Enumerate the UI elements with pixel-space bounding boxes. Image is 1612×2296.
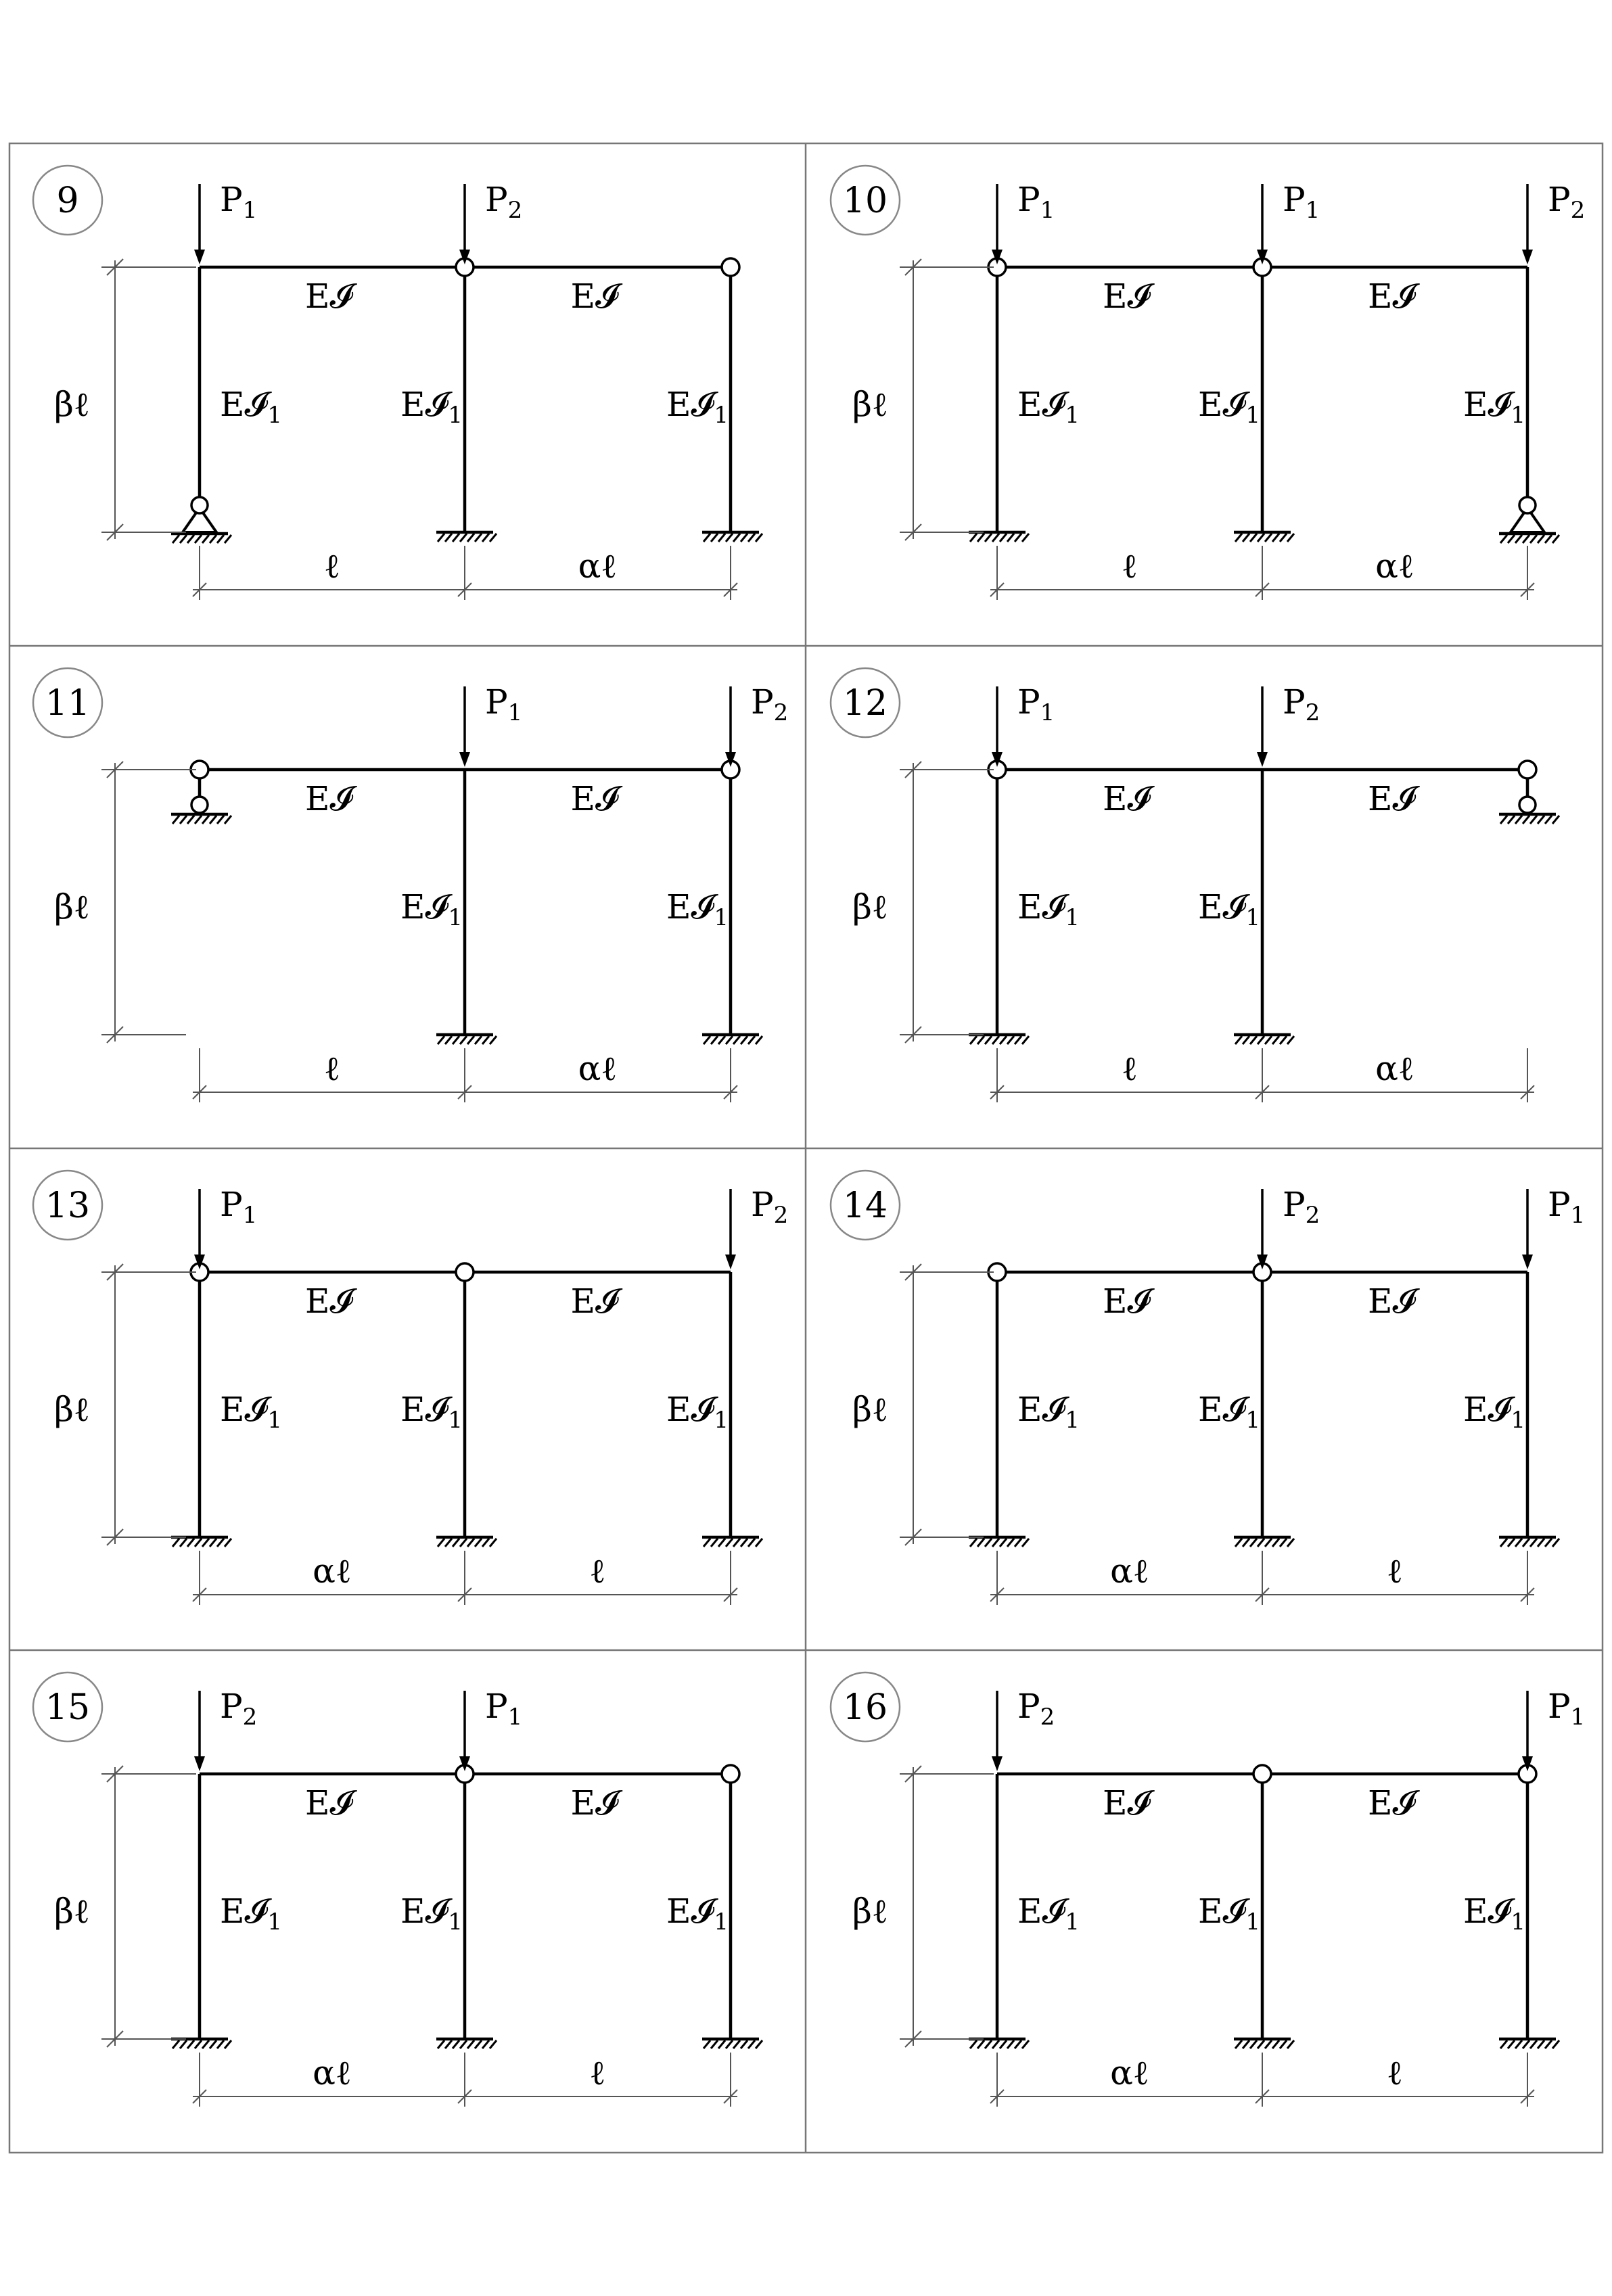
beam-stiffness-label: E𝓘 (570, 277, 618, 316)
scheme-number: 15 (45, 1687, 91, 1728)
load-label: $P_2$ (1283, 682, 1320, 726)
load-arrow (459, 1687, 522, 1771)
span-dimension (990, 1551, 1534, 1605)
fixed-support-icon (171, 1537, 231, 1547)
height-dimension (852, 1766, 994, 2047)
column-stiffness-label: E𝓘$_1$ (666, 385, 729, 429)
height-dimension (852, 259, 994, 540)
height-label: βℓ (54, 1390, 90, 1429)
height-dimension (54, 762, 196, 1043)
load-label: $P_2$ (1017, 1687, 1055, 1731)
span-dimension (193, 1551, 737, 1605)
span-label: ℓ (589, 2053, 606, 2092)
column-stiffness-label: E𝓘$_1$ (400, 887, 463, 931)
frame-scheme-13 (33, 1171, 788, 1605)
column-stiffness-label: E𝓘$_1$ (1198, 385, 1260, 429)
load-arrow (1257, 1185, 1320, 1269)
fixed-support-icon (436, 1035, 497, 1044)
load-arrow (459, 682, 522, 767)
scheme-number: 9 (56, 181, 79, 221)
hinge-icon (722, 258, 739, 276)
scheme-number: 12 (842, 683, 888, 724)
fixed-support-icon (1234, 532, 1294, 542)
scheme-number: 10 (842, 181, 888, 221)
span-label: ℓ (1387, 1551, 1403, 1591)
span-dimension (990, 1048, 1534, 1102)
column-stiffness-label: E𝓘$_1$ (1198, 1892, 1260, 1936)
scheme-number: 14 (842, 1186, 888, 1226)
beam-stiffness-label: E𝓘 (570, 779, 618, 818)
frame-scheme-11 (33, 668, 788, 1102)
height-label: βℓ (54, 1892, 90, 1931)
load-label: $P_1$ (1548, 1687, 1586, 1731)
span-label: ℓ (1122, 546, 1138, 586)
load-label: $P_1$ (1017, 180, 1055, 224)
scheme-number: 11 (45, 683, 91, 724)
load-arrow (992, 1687, 1055, 1771)
column-stiffness-label: E𝓘$_1$ (400, 1892, 463, 1936)
load-arrow (1522, 180, 1585, 264)
span-label: αℓ (313, 2053, 352, 2092)
fixed-support-icon (969, 2039, 1029, 2048)
fixed-support-icon (1234, 1537, 1294, 1547)
beam-stiffness-label: E𝓘 (1368, 779, 1416, 818)
hinge-icon (722, 1765, 739, 1783)
column-stiffness-label: E𝓘$_1$ (666, 887, 729, 931)
beam-stiffness-label: E𝓘 (1103, 277, 1151, 316)
height-dimension (54, 259, 196, 540)
load-label: $P_1$ (485, 1687, 523, 1731)
span-dimension (193, 2053, 737, 2107)
column-stiffness-label: E𝓘$_1$ (220, 1892, 282, 1936)
span-label: ℓ (1122, 1049, 1138, 1088)
fixed-support-icon (1499, 2039, 1559, 2048)
height-dimension (54, 1766, 196, 2047)
height-dimension (852, 1264, 994, 1545)
fixed-support-icon (436, 2039, 497, 2048)
panel-grid (9, 143, 1603, 2153)
column-stiffness-label: E𝓘$_1$ (1017, 1390, 1080, 1434)
column-stiffness-label: E𝓘$_1$ (1198, 887, 1260, 931)
height-label: βℓ (852, 385, 888, 424)
load-label: $P_2$ (751, 682, 789, 726)
column-stiffness-label: E𝓘$_1$ (400, 1390, 463, 1434)
fixed-support-icon (702, 2039, 762, 2048)
load-arrow (725, 1185, 788, 1269)
load-arrow (992, 682, 1055, 767)
load-label: $P_2$ (220, 1687, 258, 1731)
column-stiffness-label: E𝓘$_1$ (666, 1892, 729, 1936)
column-stiffness-label: E𝓘$_1$ (220, 1390, 282, 1434)
column-stiffness-label: E𝓘$_1$ (400, 385, 463, 429)
load-arrow (1522, 1185, 1585, 1269)
load-label: $P_1$ (220, 180, 258, 224)
height-dimension (852, 762, 994, 1043)
fixed-support-icon (702, 1035, 762, 1044)
beam-stiffness-label: E𝓘 (305, 1282, 353, 1321)
column-stiffness-label: E𝓘$_1$ (220, 385, 282, 429)
height-label: βℓ (852, 1892, 888, 1931)
arrow-head-icon (1522, 250, 1533, 264)
span-label: ℓ (324, 546, 340, 586)
height-label: βℓ (852, 887, 888, 927)
span-label: ℓ (1387, 2053, 1403, 2092)
fixed-support-icon (436, 532, 497, 542)
load-arrow (1522, 1687, 1585, 1771)
load-label: $P_1$ (1548, 1185, 1586, 1229)
fixed-support-icon (171, 2039, 231, 2048)
height-label: βℓ (852, 1390, 888, 1429)
frame-scheme-9 (33, 166, 762, 600)
fixed-support-icon (969, 532, 1029, 542)
fixed-support-icon (969, 1035, 1029, 1044)
load-label: $P_1$ (220, 1185, 258, 1229)
span-dimension (990, 546, 1534, 600)
fixed-support-icon (702, 1537, 762, 1547)
column-stiffness-label: E𝓘$_1$ (1017, 887, 1080, 931)
span-label: αℓ (1375, 546, 1414, 586)
pin-support-icon (171, 497, 231, 543)
scheme-number: 16 (842, 1687, 888, 1728)
column-stiffness-label: E𝓘$_1$ (1463, 1892, 1525, 1936)
frame-scheme-16 (831, 1672, 1585, 2107)
beam-stiffness-label: E𝓘 (570, 1783, 618, 1823)
arrow-head-icon (992, 1756, 1003, 1771)
column-stiffness-label: E𝓘$_1$ (1017, 385, 1080, 429)
load-arrow (459, 180, 522, 264)
height-label: βℓ (54, 385, 90, 424)
arrow-head-icon (725, 1255, 736, 1269)
arrow-head-icon (1522, 1255, 1533, 1269)
load-label: $P_2$ (1283, 1185, 1320, 1229)
hinge-icon (1253, 1765, 1271, 1783)
span-label: ℓ (324, 1049, 340, 1088)
fixed-support-icon (969, 1537, 1029, 1547)
span-dimension (990, 2053, 1534, 2107)
beam-stiffness-label: E𝓘 (305, 779, 353, 818)
beam-stiffness-label: E𝓘 (1103, 1282, 1151, 1321)
span-label: αℓ (313, 1551, 352, 1591)
load-label: $P_1$ (485, 682, 523, 726)
fixed-support-icon (1234, 2039, 1294, 2048)
beam-stiffness-label: E𝓘 (305, 277, 353, 316)
frame-scheme-15 (33, 1672, 762, 2107)
beam-stiffness-label: E𝓘 (1103, 1783, 1151, 1823)
beam-stiffness-label: E𝓘 (1368, 277, 1416, 316)
span-label: αℓ (578, 1049, 618, 1088)
panels (33, 166, 1585, 2107)
beam-stiffness-label: E𝓘 (1368, 1282, 1416, 1321)
column-stiffness-label: E𝓘$_1$ (666, 1390, 729, 1434)
beam-stiffness-label: E𝓘 (305, 1783, 353, 1823)
load-arrow (194, 180, 257, 264)
hinge-icon (1519, 761, 1536, 778)
column-stiffness-label: E𝓘$_1$ (1198, 1390, 1260, 1434)
fixed-support-icon (1499, 1537, 1559, 1547)
scheme-number: 13 (45, 1186, 91, 1226)
span-label: αℓ (1375, 1049, 1414, 1088)
frame-scheme-14 (831, 1171, 1585, 1605)
load-arrow (1257, 180, 1320, 264)
arrow-head-icon (1257, 752, 1268, 767)
load-arrow (992, 180, 1055, 264)
column-stiffness-label: E𝓘$_1$ (1463, 385, 1525, 429)
load-arrow (194, 1185, 257, 1269)
span-label: αℓ (578, 546, 618, 586)
load-label: $P_2$ (485, 180, 523, 224)
column-stiffness-label: E𝓘$_1$ (1017, 1892, 1080, 1936)
height-label: βℓ (54, 887, 90, 927)
beam-stiffness-label: E𝓘 (570, 1282, 618, 1321)
load-arrow (194, 1687, 257, 1771)
arrow-head-icon (194, 250, 205, 264)
span-label: αℓ (1110, 2053, 1149, 2092)
arrow-head-icon (194, 1756, 205, 1771)
column-stiffness-label: E𝓘$_1$ (1463, 1390, 1525, 1434)
beam-stiffness-label: E𝓘 (1368, 1783, 1416, 1823)
span-label: αℓ (1110, 1551, 1149, 1591)
height-dimension (54, 1264, 196, 1545)
arrow-head-icon (459, 752, 470, 767)
load-label: $P_1$ (1017, 682, 1055, 726)
beam-stiffness-label: E𝓘 (1103, 779, 1151, 818)
load-label: $P_1$ (1283, 180, 1320, 224)
frame-scheme-10 (831, 166, 1585, 600)
load-label: $P_2$ (1548, 180, 1586, 224)
hinge-icon (456, 1263, 474, 1281)
fixed-support-icon (436, 1537, 497, 1547)
span-label: ℓ (589, 1551, 606, 1591)
load-arrow (725, 682, 788, 767)
pin-support-icon (1499, 497, 1559, 543)
span-dimension (193, 1048, 737, 1102)
frame-scheme-12 (831, 668, 1559, 1102)
span-dimension (193, 546, 737, 600)
load-arrow (1257, 682, 1320, 767)
fixed-support-icon (702, 532, 762, 542)
load-label: $P_2$ (751, 1185, 789, 1229)
fixed-support-icon (1234, 1035, 1294, 1044)
